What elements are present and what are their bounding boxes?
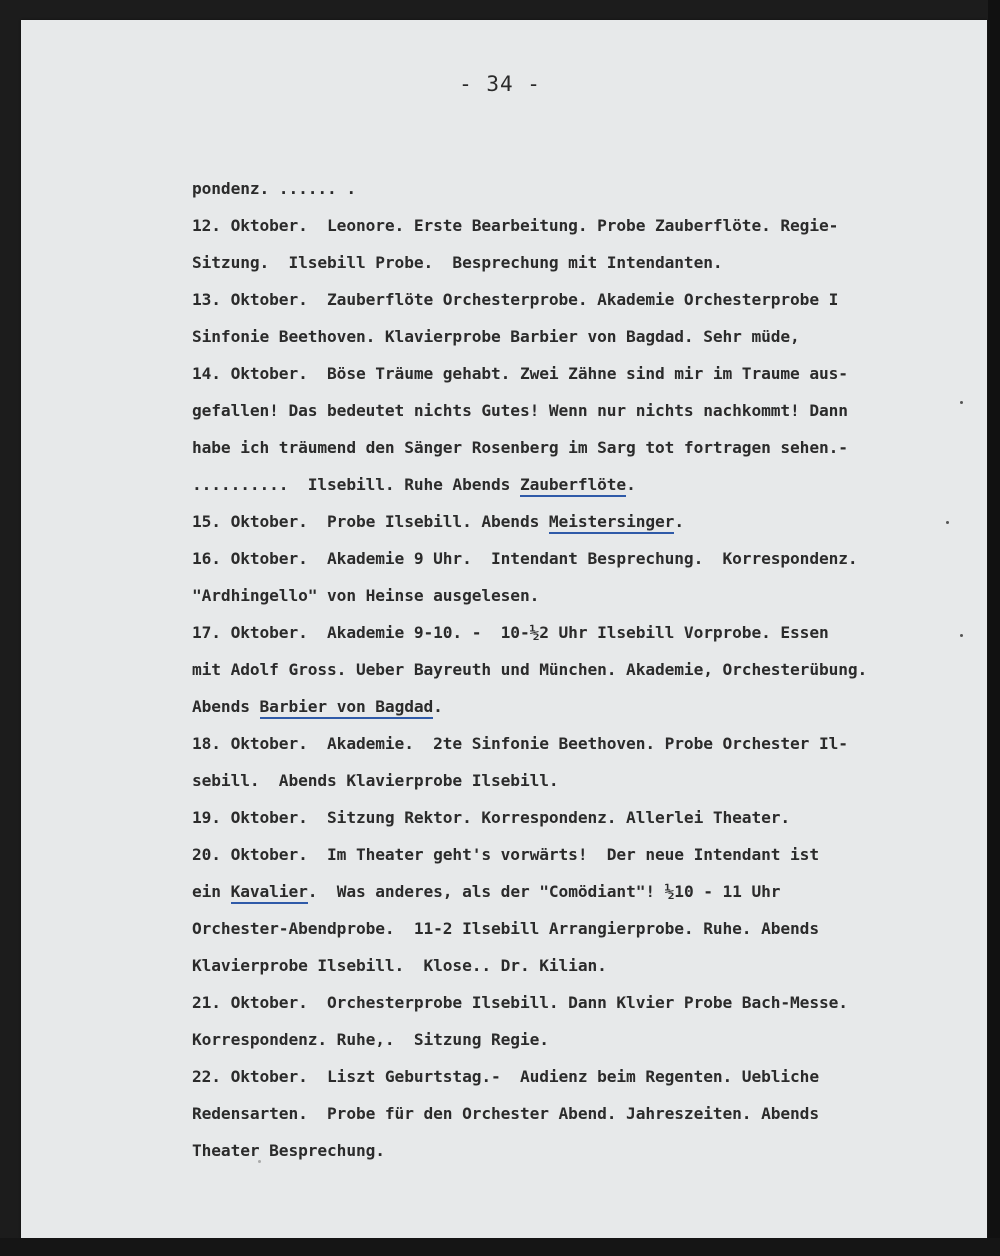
text-segment: .......... Ilsebill. Ruhe Abends: [192, 475, 520, 494]
text-line: [192, 688, 972, 725]
text-line: [192, 1095, 972, 1132]
text-segment: "Ardhingello" von Heinse ausgelesen.: [192, 586, 540, 605]
text-segment: Sinfonie Beethoven. Klavierprobe Barbier von Bagdad. Sehr müde,: [192, 327, 800, 346]
text-segment: 15. Oktober. Probe Ilsebill. Abends: [192, 512, 549, 531]
page-number: - 34 -: [459, 72, 541, 96]
text-segment: 19. Oktober. Sitzung Rektor. Korrespondenz. Allerlei Theater.: [192, 808, 791, 827]
scan-speck: [960, 634, 963, 637]
text-segment: habe ich träumend den Sänger Rosenberg im Sarg tot fortragen sehen.-: [192, 438, 848, 457]
text-segment: pondenz. ...... .: [192, 179, 356, 198]
underlined-text: Kavalier: [231, 882, 308, 904]
text-line: [192, 1021, 972, 1058]
scan-speck: [258, 1160, 261, 1163]
text-segment: Korrespondenz. Ruhe,. Sitzung Regie.: [192, 1030, 549, 1049]
text-segment: Sitzung. Ilsebill Probe. Besprechung mit Intendanten.: [192, 253, 723, 272]
text-segment: 14. Oktober. Böse Träume gehabt. Zwei Zähne sind mir im Traume aus-: [192, 364, 848, 383]
scan-speck: [946, 521, 949, 524]
text-segment: .: [674, 512, 684, 531]
text-segment: Orchester-Abendprobe. 11-2 Ilsebill Arrangierprobe. Ruhe. Abends: [192, 919, 819, 938]
text-line: [192, 762, 972, 799]
text-line: [192, 503, 972, 540]
scan-border-right: [988, 0, 1000, 1256]
text-segment: mit Adolf Gross. Ueber Bayreuth und München. Akademie, Orchesterübung.: [192, 660, 868, 679]
text-line: [192, 466, 972, 503]
text-segment: Redensarten. Probe für den Orchester Abend. Jahreszeiten. Abends: [192, 1104, 819, 1123]
text-line: [192, 355, 972, 392]
text-segment: Abends: [192, 697, 260, 716]
text-segment: 12. Oktober. Leonore. Erste Bearbeitung. Probe Zauberflöte. Regie-: [192, 216, 839, 235]
text-line: [192, 910, 972, 947]
text-line: [192, 1132, 972, 1169]
text-segment: 17. Oktober. Akademie 9-10. - 10-½2 Uhr Ilsebill Vorprobe. Essen: [192, 623, 829, 642]
text-line: [192, 281, 972, 318]
text-line: [192, 947, 972, 984]
text-segment: Theater Besprechung.: [192, 1141, 385, 1160]
scan-border-bottom: [0, 1238, 1000, 1256]
text-line: [192, 392, 972, 429]
text-line: [192, 836, 972, 873]
text-segment: 22. Oktober. Liszt Geburtstag.- Audienz beim Regenten. Uebliche: [192, 1067, 819, 1086]
text-line: [192, 984, 972, 1021]
text-segment: 18. Oktober. Akademie. 2te Sinfonie Beethoven. Probe Orchester Il-: [192, 734, 848, 753]
text-line: [192, 873, 972, 910]
text-line: [192, 318, 972, 355]
text-segment: . Was anderes, als der "Comödiant"! ½10 - 11 Uhr: [307, 882, 781, 901]
text-line: [192, 725, 972, 762]
text-segment: .: [626, 475, 636, 494]
text-line: [192, 540, 972, 577]
text-line: [192, 577, 972, 614]
text-segment: 20. Oktober. Im Theater geht's vorwärts! Der neue Intendant ist: [192, 845, 819, 864]
typewritten-text-body: [192, 170, 972, 1169]
text-segment: 16. Oktober. Akademie 9 Uhr. Intendant Besprechung. Korrespondenz.: [192, 549, 858, 568]
text-line: [192, 207, 972, 244]
text-line: [192, 244, 972, 281]
text-line: [192, 170, 972, 207]
text-segment: ein: [192, 882, 231, 901]
text-segment: 21. Oktober. Orchesterprobe Ilsebill. Dann Klvier Probe Bach-Messe.: [192, 993, 848, 1012]
underlined-text: Meistersinger: [549, 512, 674, 534]
scan-speck: [960, 401, 963, 404]
text-line: [192, 651, 972, 688]
text-segment: sebill. Abends Klavierprobe Ilsebill.: [192, 771, 559, 790]
text-line: [192, 799, 972, 836]
text-segment: gefallen! Das bedeutet nichts Gutes! Wenn nur nichts nachkommt! Dann: [192, 401, 848, 420]
underlined-text: Zauberflöte: [520, 475, 626, 497]
text-line: [192, 614, 972, 651]
text-segment: 13. Oktober. Zauberflöte Orchesterprobe. Akademie Orchesterprobe I: [192, 290, 839, 309]
text-segment: .: [433, 697, 443, 716]
text-line: [192, 1058, 972, 1095]
underlined-text: Barbier von Bagdad: [260, 697, 434, 719]
text-line: [192, 429, 972, 466]
text-segment: Klavierprobe Ilsebill. Klose.. Dr. Kilian.: [192, 956, 607, 975]
